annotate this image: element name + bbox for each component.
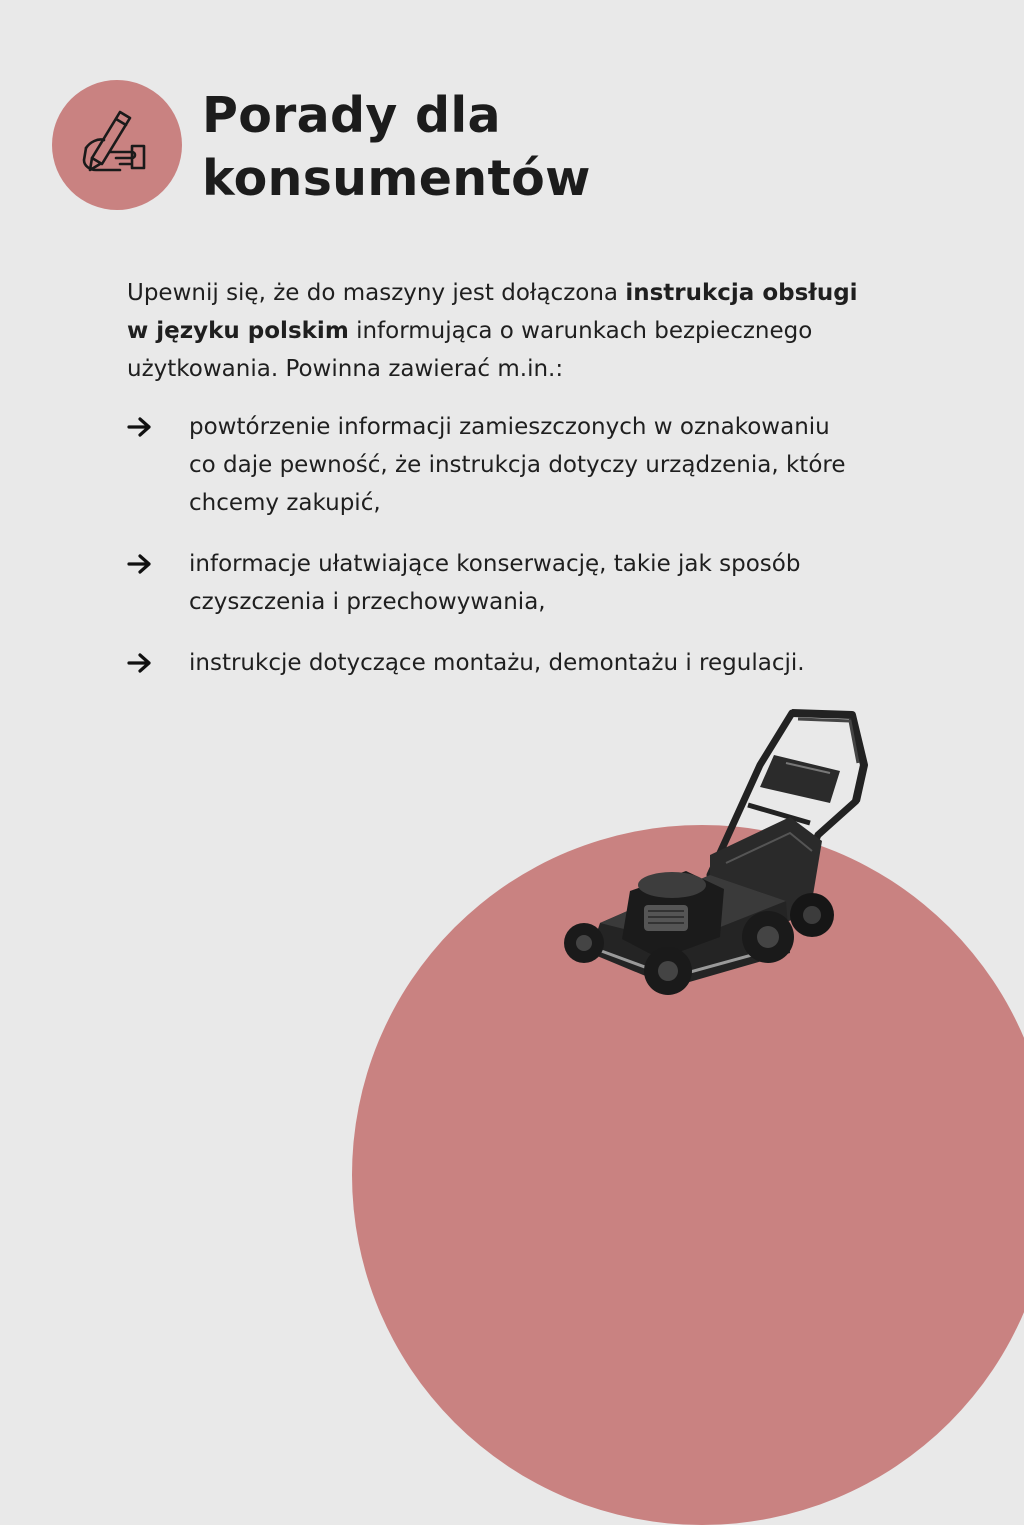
- bullet-line: powtórzenie informacji zamieszczonych w oznakowaniu: [189, 414, 830, 440]
- intro-bold-2: w języku polskim: [127, 318, 349, 344]
- arrow-right-icon: [127, 652, 153, 674]
- intro-text-3: użytkowania. Powinna zawierać m.in.:: [127, 356, 564, 382]
- title-line-2: konsumentów: [202, 150, 591, 207]
- intro-text-2: informująca o warunkach bezpiecznego: [348, 318, 813, 344]
- arrow-right-icon: [127, 553, 153, 575]
- intro-paragraph: [127, 274, 1007, 388]
- title-line-1: Porady dla: [202, 87, 501, 144]
- lawn-mower-illustration: [560, 705, 880, 1000]
- bullet-line: instrukcje dotyczące montażu, demontażu i regulacji.: [189, 650, 805, 676]
- bullet-line: informacje ułatwiające konserwację, takie jak sposób: [189, 551, 801, 577]
- bullet-line: co daje pewność, że instrukcja dotyczy urządzenia, które: [189, 452, 846, 478]
- intro-bold-1: instrukcja obsługi: [625, 280, 858, 306]
- bullet-list: [127, 408, 997, 682]
- intro-text-1: Upewnij się, że do maszyny jest dołączona: [127, 280, 626, 306]
- list-item: [127, 644, 997, 682]
- bullet-line: czyszczenia i przechowywania,: [189, 589, 546, 615]
- header-icon-circle: [52, 80, 182, 210]
- list-item: [127, 545, 997, 621]
- bullet-line: chcemy zakupić,: [189, 490, 381, 516]
- arrow-right-icon: [127, 416, 153, 438]
- hand-writing-icon: [80, 108, 154, 182]
- list-item: [127, 408, 997, 522]
- page-title: [202, 84, 591, 210]
